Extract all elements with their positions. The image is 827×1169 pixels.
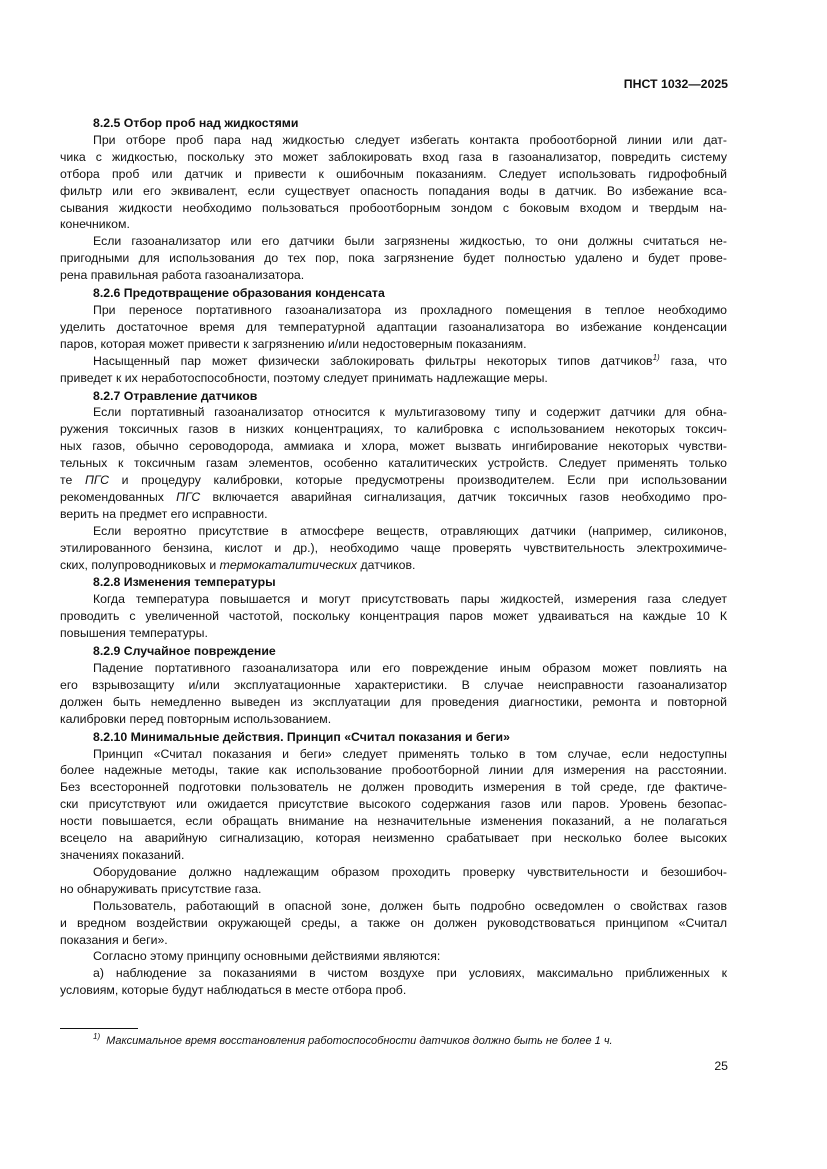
text-line: должен быть немедленно выведен из эксплуатации для проведения диагностики, ремонта и повторной bbox=[60, 694, 727, 709]
text-line: Оборудование должно надлежащим образом проходить проверку чувствительности и безошибоч- bbox=[93, 864, 727, 879]
text-line: При отборе проб пара над жидкостью следует избегать контакта пробоотборной линии или дат- bbox=[93, 132, 727, 147]
document-code: ПНСТ 1032—2025 bbox=[623, 77, 728, 91]
text-line: паров, которая может привести к загрязнению и/или недостоверным показаниям. bbox=[60, 336, 527, 351]
text-line: калибровки перед повторным использованием. bbox=[60, 711, 332, 726]
page-number: 25 bbox=[714, 1059, 728, 1073]
section-heading: 8.2.9 Случайное повреждение bbox=[93, 644, 276, 659]
text-line: ружения токсичных газов в низких концентрациях, то калибровка с использованием некоторых токсич- bbox=[60, 422, 727, 437]
footnote-mark: 1) bbox=[93, 1032, 101, 1042]
section-heading: 8.2.8 Изменения температуры bbox=[93, 575, 276, 590]
text-line: сывания жидкости необходимо пользоваться пробоотборным зондом с боковым входом и твердым на- bbox=[60, 200, 727, 215]
text-line: Если портативный газоанализатор относится к мультигазовому типу и содержит датчики для обна- bbox=[93, 405, 727, 420]
text-line: Без всесторонней подготовки пользователь не должен проводить измерения в той среде, где фактиче- bbox=[60, 780, 727, 795]
footnote bbox=[93, 1032, 613, 1047]
text-line: пригодными для использования до тех пор, пока загрязнение будет полностью удалено и будет прове- bbox=[60, 251, 727, 266]
text-line: приведет к их неработоспособности, поэтому следует принимать надлежащие меры. bbox=[60, 370, 548, 385]
text-line: и вредном воздействии окружающей среды, а также он должен руководствоваться принципом «Считал bbox=[60, 915, 727, 930]
text-line: всецело на аварийную сигнализацию, которая неизменно срабатывает при несколько более высоких bbox=[60, 831, 727, 846]
text-line: ски присутствуют или ожидается присутствие высокого содержания газов или паров. Уровень безопас- bbox=[60, 797, 727, 812]
italic-term: термокаталитических bbox=[219, 557, 358, 572]
footnote-divider bbox=[60, 1028, 138, 1029]
italic-term: ПГС bbox=[176, 489, 201, 504]
text-line: а) наблюдение за показаниями в чистом воздухе при условиях, максимально приближенных к bbox=[93, 966, 727, 981]
text-line: Если газоанализатор или его датчики были загрязнены жидкостью, то они должны считаться не- bbox=[93, 234, 727, 249]
text-line: ности повышается, если обращать внимание на незначительные изменения показаний, а не полагаться bbox=[60, 814, 727, 829]
text-line: проводить с увеличенной частотой, поскольку концентрация паров может удваиваться на каждые 10 К bbox=[60, 609, 727, 624]
text-line: Падение портативного газоанализатора или его повреждение иным образом может повлиять на bbox=[93, 661, 727, 675]
text-line: отбора проб или датчик и привести к ошибочным показаниям. Следует использовать гидрофобный bbox=[60, 166, 727, 181]
footnote-text: Максимальное время восстановления работоспособности датчиков должно быть не более 1 ч. bbox=[106, 1035, 613, 1047]
text-line: показания и беги». bbox=[60, 932, 168, 947]
text-line: тельных к токсичным газам элементов, особенно каталитических устройств. Следует применять только bbox=[60, 456, 727, 471]
section-heading: 8.2.5 Отбор проб над жидкостями bbox=[93, 116, 299, 130]
text-line: повышения температуры. bbox=[60, 626, 208, 641]
text-line: но обнаруживать присутствие газа. bbox=[60, 881, 262, 896]
text-line: рена правильная работа газоанализатора. bbox=[60, 268, 305, 283]
text-line: верить на предмет его исправности. bbox=[60, 506, 268, 521]
text-line: его взрывозащиту и/или эксплуатационные характеристики. В случае неисправности газоанализатор bbox=[60, 677, 727, 692]
text-line: более надежные методы, такие как использование пробоотборной линии для измерения на расстоянии. bbox=[60, 763, 727, 778]
text-line: рекомендованных ПГС включается аварийная сигнализация, датчик токсичных газов необходимо про- bbox=[60, 489, 727, 504]
text-line: уделить достаточное время для температурной адаптации газоанализатора во избежание конденсации bbox=[60, 319, 727, 334]
text-line: ных газов, обычно сероводорода, аммиака и хлора, может вызвать ингибирование некоторых чувстви- bbox=[60, 439, 727, 454]
text-line: те ПГС и процедуру калибровки, которые предусмотрены производителем. Если при использовании bbox=[60, 473, 727, 488]
text-line: Когда температура повышается и могут присутствовать пары жидкостей, измерения газа следует bbox=[93, 592, 727, 607]
italic-term: ПГС bbox=[84, 473, 110, 488]
text-line: фильтр или его эквивалент, если существует опасность попадания воды в датчик. Во избежание вса- bbox=[60, 183, 727, 198]
text-line: ских, полупроводниковых и термокаталитических датчиков. bbox=[60, 557, 416, 572]
text-line: Пользователь, работающий в опасной зоне, должен быть подробно осведомлен о свойствах газов bbox=[93, 898, 727, 913]
section-heading: 8.2.6 Предотвращение образования конденсата bbox=[93, 286, 385, 301]
text-line: Насыщенный пар может физически заблокировать фильтры некоторых типов датчиков$^{1)}$ газа, что bbox=[93, 352, 727, 368]
text-line: Если вероятно присутствие в атмосфере веществ, отравляющих датчики (например, силиконов, bbox=[93, 523, 727, 538]
footnote-reference: 1) bbox=[652, 352, 660, 362]
text-line: чика с жидкостью, поскольку это может заблокировать вход газа в газоанализатор, повредить систему bbox=[60, 149, 727, 164]
text-line: При переносе портативного газоанализатора из прохладного помещения в теплое необходимо bbox=[93, 302, 727, 317]
section-heading: 8.2.7 Отравление датчиков bbox=[93, 388, 258, 403]
text-line: Принцип «Считал показания и беги» следует применять только в том случае, если недоступны bbox=[93, 746, 727, 761]
text-line: Согласно этому принципу основными действиями являются: bbox=[93, 949, 441, 964]
text-line: этилированного бензина, кислот и др.), необходимо чаще проверять чувствительность электрохимиче- bbox=[60, 540, 727, 555]
text-line: условиям, которые будут наблюдаться в месте отбора проб. bbox=[60, 983, 407, 998]
text-line: значениях показаний. bbox=[60, 847, 185, 862]
section-heading: 8.2.10 Минимальные действия. Принцип «Считал показания и беги» bbox=[93, 729, 510, 744]
text-line: конечником. bbox=[60, 217, 130, 232]
body-text bbox=[60, 115, 727, 999]
